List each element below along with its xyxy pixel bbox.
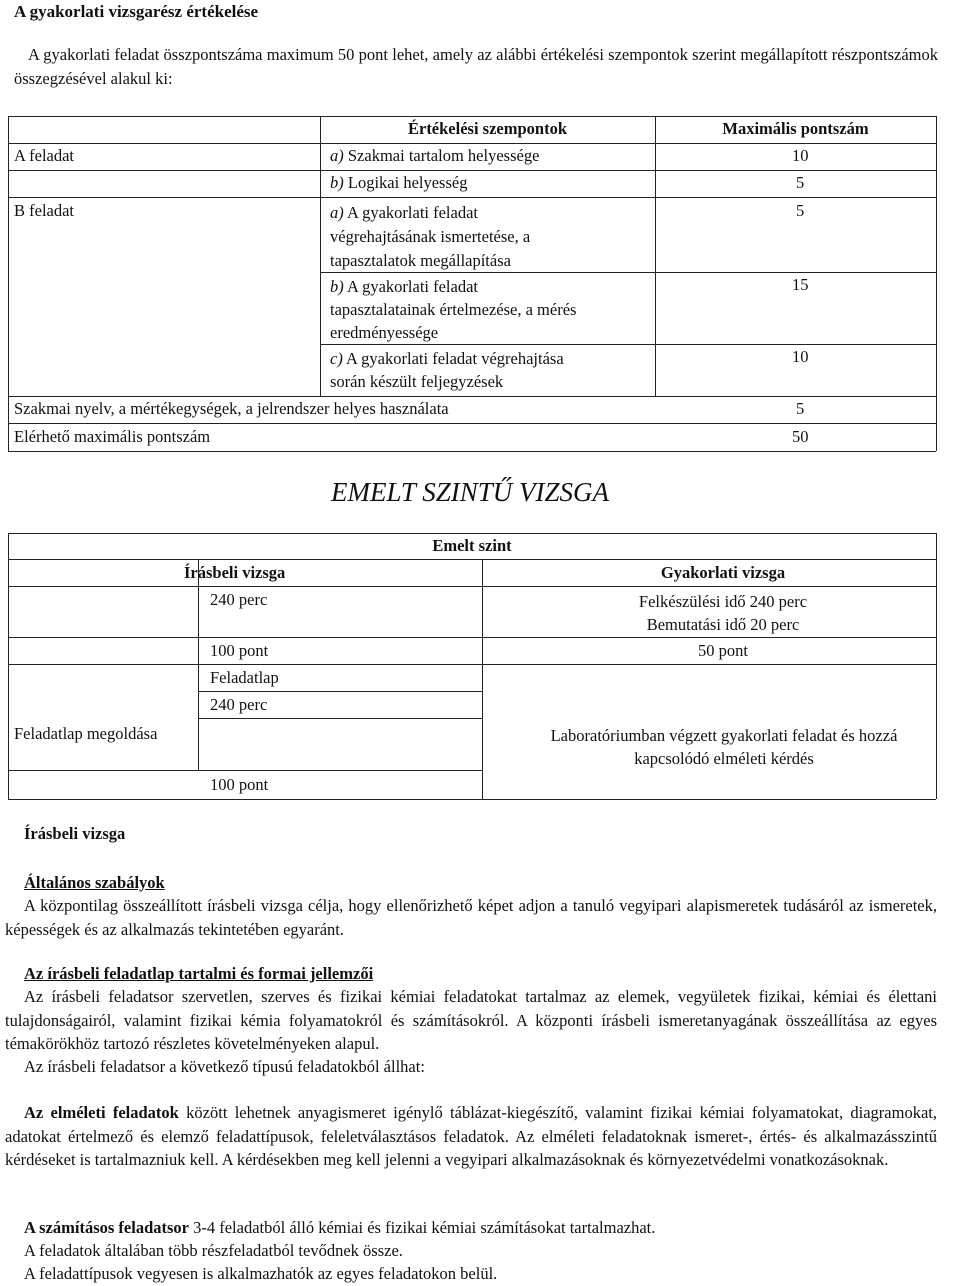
criterion-b3 bbox=[330, 347, 564, 393]
irasbeli-time: 240 perc bbox=[210, 590, 268, 609]
table-border bbox=[8, 170, 936, 171]
criterion-b1 bbox=[330, 201, 530, 273]
table-border bbox=[8, 533, 936, 534]
section-title: A gyakorlati vizsgarész értékelése bbox=[14, 2, 259, 21]
criterion-text: A gyakorlati feladat bbox=[346, 203, 479, 222]
altalanos-szabalyok-text: A központilag összeállított írásbeli vizsga célja, hogy ellenőrizhető képet adjon a tanuló vegyipari alapismeretek tudásáról az ismeretek, képességek és az alkalmazás tekintetében egyaránt. bbox=[5, 896, 937, 939]
points-a2: 5 bbox=[796, 173, 805, 192]
laboratorium-line: kapcsolódó elméleti kérdés bbox=[634, 749, 814, 768]
table-border bbox=[198, 718, 482, 719]
table-border bbox=[8, 586, 936, 587]
points-b3: 10 bbox=[792, 347, 809, 366]
criterion-letter: a) bbox=[330, 203, 344, 222]
emelt-szint-header: Emelt szint bbox=[432, 536, 512, 555]
criterion-a1 bbox=[330, 146, 539, 166]
criterion-text: végrehajtásának ismertetése, a bbox=[330, 227, 531, 246]
feladatlap-points: 100 pont bbox=[210, 775, 269, 794]
table-border bbox=[936, 116, 937, 451]
table-border bbox=[320, 116, 321, 396]
emelt-title: EMELT SZINTŰ VIZSGA bbox=[330, 477, 609, 507]
table-border bbox=[198, 559, 199, 770]
criterion-text: során készült feljegyzések bbox=[330, 372, 504, 391]
table-border bbox=[8, 396, 936, 397]
table-border bbox=[320, 344, 936, 345]
points-b2: 15 bbox=[792, 275, 809, 294]
gyakorlati-time bbox=[482, 590, 960, 636]
gyakorlati-header: Gyakorlati vizsga bbox=[660, 563, 786, 582]
szakmai-row-label: Szakmai nyelv, a mértékegységek, a jelrendszer helyes használata bbox=[14, 399, 449, 418]
irasbeli-points: 100 pont bbox=[210, 641, 269, 660]
altalanos-szabalyok-heading: Általános szabályok bbox=[24, 873, 165, 892]
elmeleti-text: között lehetnek anyagismeret igénylő táblázat-kiegészítő, valamint fizikai kémiai folyamatokat, diagramokat, adatokat értelmező és elemző feladattípusok, feleletválasztásos feladatok. Az elméleti feladatoknak ismeret-, értés- és alkalmazásszintű kérdéseket is tartalmazniuk kell. A kérdésekben meg kell jelenni a vegyipari alkalmazásoknak és környezetvédelmi vonatkozásoknak. bbox=[5, 1103, 937, 1169]
criterion-text: tapasztalatok megállapítása bbox=[330, 251, 511, 270]
laboratorium-description bbox=[482, 724, 960, 770]
table-border bbox=[8, 533, 9, 799]
laboratorium-line: Laboratóriumban végzett gyakorlati feladat és hozzá bbox=[550, 726, 898, 745]
feladatlap-megoldasa: Feladatlap megoldása bbox=[14, 724, 158, 743]
points-a1: 10 bbox=[792, 146, 809, 165]
szamitasos-bold: A számításos feladatsor bbox=[24, 1218, 189, 1237]
total-row-points: 50 bbox=[792, 427, 809, 446]
irasbeli-header: Írásbeli vizsga bbox=[184, 563, 286, 582]
table-border bbox=[8, 664, 936, 665]
header-max-points: Maximális pontszám bbox=[722, 119, 869, 138]
elmeleti-paragraph bbox=[5, 1101, 937, 1172]
table-border bbox=[8, 451, 936, 452]
criterion-text: eredményessége bbox=[330, 323, 439, 342]
criterion-text: Logikai helyesség bbox=[347, 173, 468, 192]
table-border bbox=[8, 423, 936, 424]
table-border bbox=[8, 799, 936, 800]
table-border bbox=[8, 637, 936, 638]
points-b1: 5 bbox=[796, 201, 805, 220]
szamitasos-paragraph bbox=[24, 1216, 655, 1240]
criterion-text: A gyakorlati feladat végrehajtása bbox=[346, 349, 564, 368]
total-row-label: Elérhető maximális pontszám bbox=[14, 427, 211, 446]
szamitasos-line-3: A feladattípusok vegyesen is alkalmazhatók az egyes feladatokon belül. bbox=[24, 1264, 498, 1283]
criterion-letter: b) bbox=[330, 277, 344, 296]
header-criteria: Értékelési szempontok bbox=[407, 119, 568, 138]
criterion-letter: c) bbox=[330, 349, 343, 368]
table-border bbox=[198, 691, 482, 692]
intro-paragraph: A gyakorlati feladat összpontszáma maximum 50 pont lehet, amely az alábbi értékelési szempontok szerint megállapított részpontszámok összegzésével alakul ki: bbox=[14, 45, 938, 88]
jellemzoi-heading: Az írásbeli feladatlap tartalmi és formai jellemzői bbox=[24, 964, 374, 983]
a-feladat-label: A feladat bbox=[14, 146, 75, 165]
table-border bbox=[8, 116, 9, 451]
criterion-text: A gyakorlati feladat bbox=[346, 277, 479, 296]
b-feladat-label: B feladat bbox=[14, 201, 75, 220]
criterion-letter: a) bbox=[330, 146, 344, 165]
criterion-a2 bbox=[330, 173, 467, 193]
elmeleti-bold: Az elméleti feladatok bbox=[24, 1103, 179, 1122]
criterion-letter: b) bbox=[330, 173, 344, 192]
feladatlap-label: Feladatlap bbox=[210, 668, 279, 687]
felkeszulesi-ido: Felkészülési idő 240 perc bbox=[638, 592, 808, 611]
table-border bbox=[8, 770, 482, 771]
criterion-text: tapasztalatainak értelmezése, a mérés bbox=[330, 300, 577, 319]
tipusu-text: Az írásbeli feladatsor a következő típusú feladatokból állhat: bbox=[24, 1057, 425, 1076]
gyakorlati-points: 50 pont bbox=[698, 641, 748, 660]
criterion-text: Szakmai tartalom helyessége bbox=[347, 146, 540, 165]
szamitasos-text: 3-4 feladatból álló kémiai és fizikai kémiai számításokat tartalmazhat. bbox=[188, 1218, 656, 1237]
table-border bbox=[8, 143, 936, 144]
table-border bbox=[655, 116, 656, 396]
bemutatasi-ido: Bemutatási idő 20 perc bbox=[646, 615, 800, 634]
table-border bbox=[8, 559, 936, 560]
irasbeli-vizsga-heading: Írásbeli vizsga bbox=[24, 824, 126, 843]
feladatlap-time: 240 perc bbox=[210, 695, 268, 714]
criterion-b2 bbox=[330, 275, 576, 344]
jellemzoi-text: Az írásbeli feladatsor szervetlen, szerves és fizikai kémiai feladatokat tartalmaz az elemek, vegyületek fizikai, kémiai és élettani tulajdonságairól, valamint fizikai kémia folyamatokról és számításokról. A központi írásbeli ismeretanyagának összeállítása az egyes témakörökhöz tartozó részletes követelményeken alapul. bbox=[5, 987, 937, 1053]
table-border bbox=[8, 116, 936, 117]
szamitasos-line-2: A feladatok általában több részfeladatból tevődnek össze. bbox=[24, 1241, 403, 1260]
szakmai-row-points: 5 bbox=[796, 399, 805, 418]
table-border bbox=[8, 197, 936, 198]
